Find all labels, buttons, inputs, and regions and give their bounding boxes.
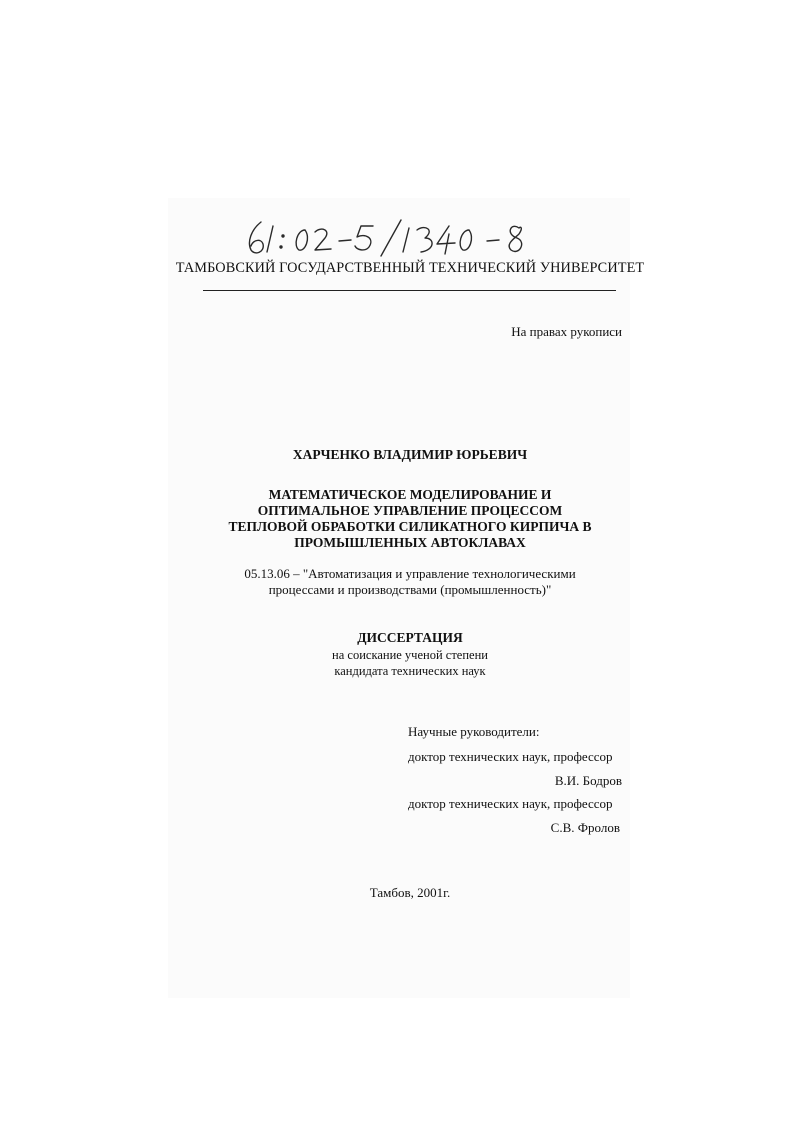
divider-line xyxy=(203,290,616,291)
degree-description xyxy=(150,647,670,679)
title-line: МАТЕМАТИЧЕСКОЕ МОДЕЛИРОВАНИЕ И xyxy=(268,487,552,502)
archive-handwritten-mark xyxy=(243,216,533,258)
title-line: ОПТИМАЛЬНОЕ УПРАВЛЕНИЕ ПРОЦЕССОМ xyxy=(257,503,563,518)
specialty-line: процессами и производствами (промышленность)" xyxy=(268,582,552,597)
place-and-year: Тамбов, 2001г. xyxy=(369,885,451,900)
advisor-name: В.И. Бодров xyxy=(554,773,622,788)
title-line: ТЕПЛОВОЙ ОБРАБОТКИ СИЛИКАТНОГО КИРПИЧА В xyxy=(228,519,592,534)
specialty-line: 05.13.06 – "Автоматизация и управление технологическими xyxy=(244,566,576,581)
university-name: ТАМБОВСКИЙ ГОСУДАРСТВЕННЫЙ ТЕХНИЧЕСКИЙ УНИВЕРСИТЕТ xyxy=(175,260,645,276)
specialty-code xyxy=(150,566,670,598)
advisor-degree: доктор технических наук, профессор xyxy=(408,749,613,764)
degree-line: на соискание ученой степени xyxy=(332,648,488,662)
author-name: ХАРЧЕНКО ВЛАДИМИР ЮРЬЕВИЧ xyxy=(292,447,528,462)
rights-notice: На правах рукописи xyxy=(511,324,622,339)
dissertation-heading: ДИССЕРТАЦИЯ xyxy=(357,630,463,645)
scan-background xyxy=(168,198,630,998)
advisor-name: С.В. Фролов xyxy=(550,820,620,835)
degree-line: кандидата технических наук xyxy=(334,664,486,678)
dissertation-title xyxy=(150,487,670,551)
advisors-label: Научные руководители: xyxy=(408,724,540,739)
title-line: ПРОМЫШЛЕННЫХ АВТОКЛАВАХ xyxy=(294,535,526,550)
advisor-degree: доктор технических наук, профессор xyxy=(408,796,613,811)
